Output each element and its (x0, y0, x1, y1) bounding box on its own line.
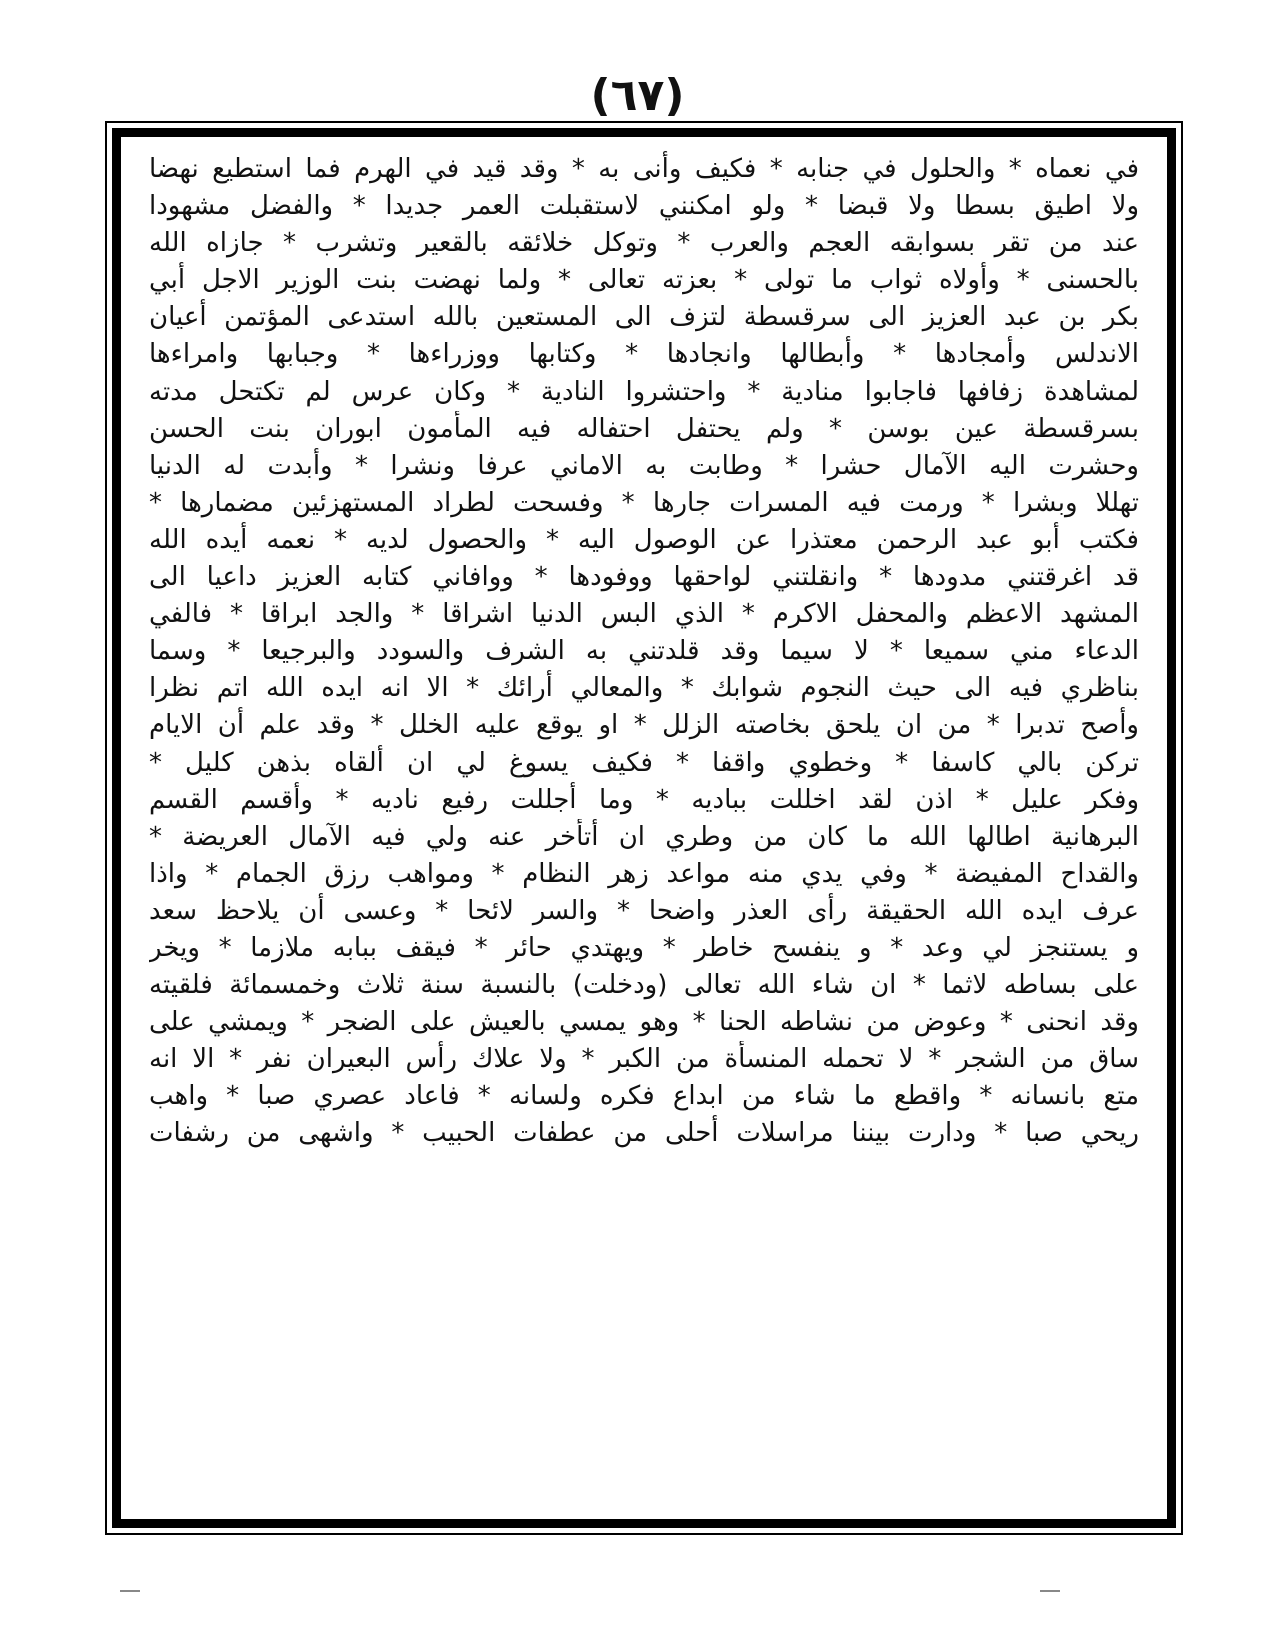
text-line: لمشاهدة زفافها فاجابوا منادية * واحتشروا النادية * وكان عرس لم تكتحل مدته (149, 376, 1139, 407)
text-line: في نعماه * والحلول في جنابه * فكيف وأنى به * وقد قيد في الهرم فما استطيع نهضا (149, 154, 1139, 184)
text-line: المشهد الاعظم والمحفل الاكرم * الذي البس الدنيا اشراقا * والجد ابراقا * فالفي (149, 599, 1139, 630)
text-line: وأصح تدبرا * من ان يلحق بخاصته الزلل * او يوقع عليه الخلل * وقد علم أن الايام (149, 710, 1139, 741)
text-line: وقد انحنى * وعوض من نشاطه الحنا * وهو يمسي بالعيش على الضجر * ويمشي على (149, 1007, 1139, 1038)
page-mark (1040, 1590, 1060, 1592)
text-line: البرهانية اطالها الله ما كان من وطري ان أتأخر عنه ولي فيه الآمال العريضة * (149, 821, 1139, 852)
text-body (149, 151, 1139, 1505)
text-line: متع بانسانه * واقطع ما شاء من ابداع فكره ولسانه * فاعاد عصري صبا * واهب (149, 1081, 1139, 1112)
text-frame (112, 128, 1176, 1528)
page-mark (120, 1590, 140, 1592)
text-line: و يستنجز لي وعد * و ينفسح خاطر * ويهتدي حائر * فيقف ببابه ملازما * ويخر (149, 932, 1139, 963)
text-line: ولا اطيق بسطا ولا قبضا * ولو امكنني لاستقبلت العمر جديدا * والفضل مشهودا (149, 191, 1139, 222)
text-line: بالحسنى * وأولاه ثواب ما تولى * بعزته تعالى * ولما نهضت بنت الوزير الاجل أبي (149, 265, 1139, 296)
text-line: الاندلس وأمجادها * وأبطالها وانجادها * وكتابها ووزراءها * وجبابها وامراءها (149, 339, 1139, 370)
page-number: (٦٧) (590, 70, 685, 121)
text-line: قد اغرقتني مدودها * وانقلتني لواحقها ووفودها * ووافاني كتابه العزيز داعيا الى (149, 562, 1139, 593)
text-line: والقداح المفيضة * وفي يدي منه مواعد زهر النظام * ومواهب رزق الجمام * واذا (149, 858, 1139, 889)
text-line: وحشرت اليه الآمال حشرا * وطابت به الاماني عرفا ونشرا * وأبدت له الدنيا (149, 450, 1139, 481)
text-line: تركن بالي كاسفا * وخطوي واقفا * فكيف يسوغ لي ان ألقاه بذهن كليل * (149, 747, 1139, 778)
text-line: عرف ايده الله الحقيقة رأى العذر واضحا * والسر لائحا * وعسى أن يلاحظ سعد (149, 895, 1139, 926)
text-line: بناظري فيه الى حيث النجوم شوابك * والمعالي أرائك * الا انه ايده الله اتم نظرا (149, 673, 1139, 704)
text-line: بسرقسطة عين بوسن * ولم يحتفل احتفاله فيه المأمون ابوران بنت الحسن (149, 413, 1139, 444)
text-line: وفكر عليل * اذن لقد اخللت بباديه * وما أجللت رفيع ناديه * وأقسم القسم (149, 784, 1139, 815)
text-line: تهللا وبشرا * ورمت فيه المسرات جارها * وفسحت لطراد المستهزئين مضمارها * (149, 487, 1139, 518)
text-line: ساق من الشجر * لا تحمله المنسأة من الكبر * ولا علاك رأس البعيران نفر * الا انه (149, 1044, 1139, 1075)
text-line: الدعاء مني سميعا * لا سيما وقد قلدتني به الشرف والسودد والبرجيعا * وسما (149, 636, 1139, 667)
text-line: عند من تقر بسوابقه العجم والعرب * وتوكل خلائقه بالقعير وتشرب * جازاه الله (149, 228, 1139, 259)
text-line: بكر بن عبد العزيز الى سرقسطة لتزف الى المستعين بالله استدعى المؤتمن أعيان (149, 302, 1139, 333)
text-line: فكتب أبو عبد الرحمن معتذرا عن الوصول اليه * والحصول لديه * نعمه أيده الله (149, 524, 1139, 555)
text-line: على بساطه لاثما * ان شاء الله تعالى (ودخلت) بالنسبة سنة ثلاث وخمسمائة فلقيته (149, 970, 1139, 1001)
text-line: ريحي صبا * ودارت بيننا مراسلات أحلى من عطفات الحبيب * واشهى من رشفات (149, 1118, 1139, 1149)
